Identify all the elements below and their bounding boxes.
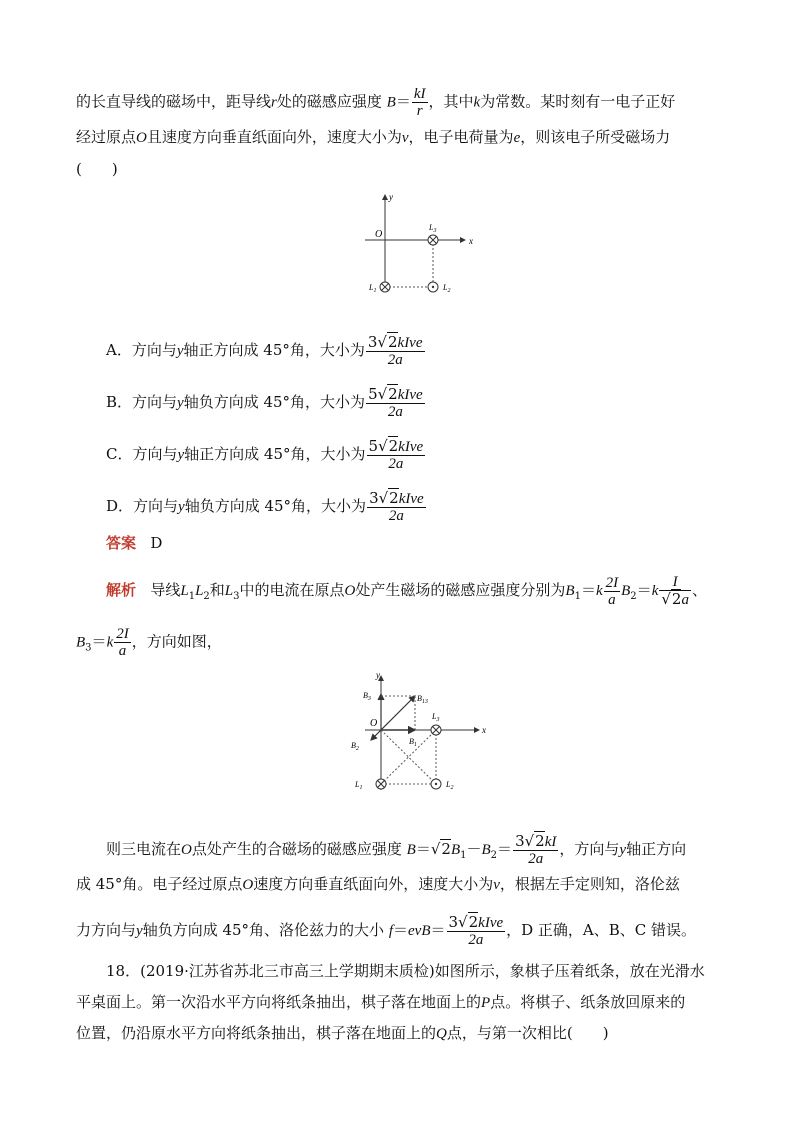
question-line-1 — [76, 86, 675, 119]
option-fraction: $\frac{\text{5√2kIve}}{2a}$ — [368, 437, 424, 472]
q18-line-1 — [106, 960, 705, 982]
x-label: x — [482, 725, 486, 735]
analysis-line-1: 解析 导线$L_1L_2$和$L_3$中的电流在原点O处产生磁场的磁感应强度分别为$B_1=k$ $\frac{2I}{a}$ $B_2=k$ $\frac{I}{√2a}$ 、 — [106, 574, 707, 608]
option-text: 轴负方向成 45°角，大小为 — [183, 393, 366, 411]
option-text: 轴负方向成 45°角，大小为 — [184, 497, 367, 515]
denominator: r — [416, 103, 423, 119]
text: 经过原点 — [76, 128, 137, 146]
equals: ＝ — [395, 92, 411, 111]
text: 和 — [209, 581, 225, 599]
var-y: y — [178, 499, 185, 515]
var-v: v — [401, 130, 409, 146]
answer-label: 答案 — [106, 534, 137, 552]
option-text: 轴正方向成 45°角，大小为 — [184, 445, 366, 463]
var-O: O — [136, 130, 147, 146]
figure-1 — [355, 190, 485, 300]
option-label: C．方向与 — [106, 445, 178, 463]
text: 点处产生的合磁场的磁感应强度 — [191, 840, 402, 858]
answer-value: D — [150, 534, 163, 552]
answer-blank: ( ) — [76, 160, 118, 178]
text: 点，与第一次相比( ) — [446, 1024, 609, 1042]
var-Q: Q — [436, 1026, 447, 1042]
option-d — [106, 490, 427, 524]
vector-B13 — [381, 696, 415, 730]
var-k: k — [473, 94, 481, 111]
analysis-line-3: 则三电流在O点处产生的合磁场的磁感应强度 $B=√2B_1-B_2=$ $\frac{3√2kI}{2a}$ ，方向与y轴正方向 — [106, 832, 687, 867]
denominator: 2a — [387, 404, 403, 420]
var-r: r — [271, 94, 277, 111]
svg-text:L3: $L_3$ — [429, 223, 437, 234]
q18-line-3 — [76, 1022, 609, 1045]
text: 且速度方向垂直纸面向外，速度大小为 — [146, 128, 402, 146]
option-fraction: $\frac{\text{3√2kIve}}{2a}$ — [369, 489, 424, 524]
coef: 3 — [367, 333, 378, 351]
question-line-2 — [76, 126, 670, 149]
wire-L2 — [428, 282, 450, 294]
wire-L1 — [354, 779, 386, 791]
var-B: B — [386, 94, 396, 111]
option-b — [106, 386, 426, 420]
origin-label: O — [370, 718, 378, 729]
text: 中的电流在原点 — [239, 581, 345, 599]
text: 点。将棋子、纸条放回原来的 — [490, 993, 686, 1011]
vars: kIve — [397, 335, 423, 351]
text: 的长直导线的磁场中，距导线 — [76, 92, 272, 111]
vars: kIve — [397, 387, 423, 403]
text: 则三电流在 — [106, 840, 182, 858]
var-e: e — [513, 130, 521, 146]
label-B13: $B_{13}$ — [417, 694, 428, 705]
figure-2 — [345, 668, 495, 798]
fraction-kI-r — [412, 86, 428, 119]
numerator: kI — [413, 86, 426, 102]
label-B1: $B_1$ — [409, 737, 417, 748]
radicand: 2 — [388, 385, 398, 403]
coef: 5 — [368, 437, 379, 455]
svg-text:L2: $L_2$ — [446, 780, 454, 791]
vector-B2 — [371, 730, 381, 740]
text: ，D 正确，A、B、C 错误。 — [506, 921, 697, 939]
text: 位置，仍沿原水平方向将纸条抽出，棋子落在地面上的 — [76, 1024, 437, 1042]
coef: 5 — [368, 385, 378, 403]
text: ，电子电荷量为 — [408, 128, 514, 146]
text: 处的磁感应强度 — [276, 92, 382, 111]
analysis-label: 解析 — [106, 581, 137, 599]
option-label: A．方向与 — [106, 341, 177, 359]
text: 轴负方向成 45°角、洛伦兹力的大小 — [142, 921, 385, 939]
text: 导线 — [150, 581, 181, 599]
text: 为常数。某时刻有一电子正好 — [480, 92, 676, 111]
text: ，则该电子所受磁场力 — [520, 128, 671, 146]
label-B2: $B_2$ — [351, 741, 359, 752]
svg-text:L1: $L_1$ — [369, 283, 377, 294]
wire-L2 — [431, 779, 453, 791]
vars: kIve — [398, 491, 424, 507]
var-y: y — [176, 343, 184, 359]
option-text: 轴正方向成 45°角，大小为 — [183, 341, 365, 359]
y-label: y — [376, 670, 380, 680]
svg-text:L3: $L_3$ — [432, 712, 440, 723]
var-y: y — [177, 395, 184, 411]
answer-line — [106, 532, 162, 554]
text: 轴正方向 — [626, 840, 687, 858]
option-fraction: $\frac{\text{5√2kIve}}{2a}$ — [368, 385, 423, 420]
option-label: D．方向与 — [106, 497, 179, 515]
text: ，方向与 — [559, 840, 620, 858]
text: 成 45°角。电子经过原点 — [76, 875, 243, 893]
label-B3: $B_3$ — [363, 691, 371, 702]
analysis-line-5: 力方向与y轴负方向成 45°角、洛伦兹力的大小 f＝evB＝ $\frac{\text{3√2kIve}}{2a}$ ，D 正确，A、B、C 错误。 — [76, 913, 697, 948]
radicand: 2 — [389, 489, 399, 507]
question-paren — [76, 158, 118, 180]
text: ，方向如图， — [131, 632, 222, 651]
option-a — [106, 334, 426, 368]
wire-L1 — [368, 282, 390, 294]
text: 处产生磁场的磁感应强度分别为 — [355, 581, 566, 599]
svg-text:L1: $L_1$ — [355, 780, 363, 791]
x-label: x — [469, 236, 473, 246]
denominator: 2a — [388, 456, 404, 472]
svg-text:L2: $L_2$ — [443, 283, 451, 294]
text: ，根据左手定则知，洛伦兹 — [499, 875, 680, 893]
text: ，其中 — [428, 92, 474, 111]
q18-line-2 — [76, 991, 685, 1014]
option-fraction: $\frac{\text{3√2kIve}}{2a}$ — [367, 333, 423, 368]
radicand: 2 — [387, 333, 398, 351]
option-c — [106, 438, 426, 472]
analysis-line-4: 成 45°角。电子经过原点O速度方向垂直纸面向外，速度大小为v，根据左手定则知，洛伦兹 — [76, 875, 680, 893]
vars: kIve — [398, 439, 424, 455]
text: 平桌面上。第一次沿水平方向将纸条抽出，棋子落在地面上的 — [76, 993, 482, 1011]
denominator: 2a — [387, 352, 403, 368]
text: 力方向与 — [76, 921, 137, 939]
var-y: y — [177, 447, 185, 463]
wire-L3 — [428, 223, 438, 245]
coef: 3 — [369, 489, 379, 507]
analysis-line-2: $B_3=k$ $\frac{2I}{a}$ ，方向如图， — [76, 626, 222, 659]
text: 18．(2019·江苏省苏北三市高三上学期期末质检)如图所示，象棋子压着纸条，放在光滑水 — [106, 962, 705, 980]
text: 速度方向垂直纸面向外，速度大小为 — [253, 875, 494, 893]
denominator: 2a — [388, 508, 404, 524]
radicand: 2 — [388, 437, 399, 455]
option-label: B．方向与 — [106, 393, 178, 411]
var-P: P — [481, 995, 491, 1011]
y-label: y — [389, 192, 393, 202]
wire-L3 — [431, 712, 441, 735]
origin-label: O — [375, 229, 383, 240]
